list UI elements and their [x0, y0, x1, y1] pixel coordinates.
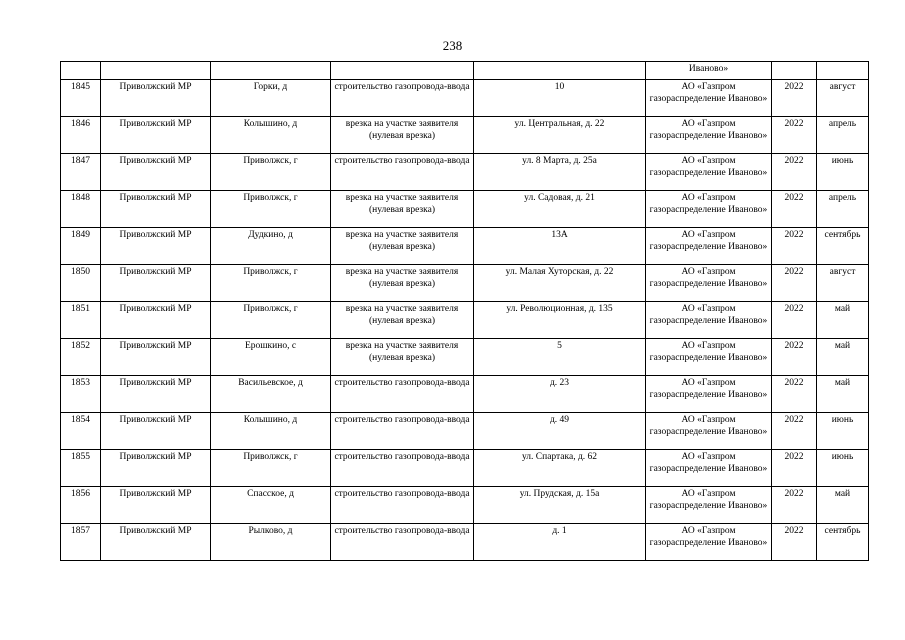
cell-num: 1845: [61, 80, 101, 117]
cell-locality: Приволжск, г: [211, 265, 331, 302]
cell-address: 5: [474, 339, 646, 376]
cell-locality: Приволжск, г: [211, 450, 331, 487]
cell-district: Приволжский МР: [101, 450, 211, 487]
table-row: [61, 339, 869, 376]
table-row: [61, 450, 869, 487]
cell-month: май: [817, 339, 869, 376]
table-row: [61, 154, 869, 191]
cell-month: июнь: [817, 413, 869, 450]
cell-year: 2022: [772, 487, 817, 524]
cell-work: строительство газопровода-ввода: [331, 154, 474, 191]
cell-address: ул. 8 Марта, д. 25а: [474, 154, 646, 191]
cell-district: Приволжский МР: [101, 228, 211, 265]
cell-work: врезка на участке заявителя (нулевая врезка): [331, 117, 474, 154]
cell-num: [61, 62, 101, 80]
cell-org: АО «Газпром газораспределение Иваново»: [646, 154, 772, 191]
cell-year: 2022: [772, 228, 817, 265]
cell-locality: Ерошкино, с: [211, 339, 331, 376]
cell-year: 2022: [772, 413, 817, 450]
cell-district: Приволжский МР: [101, 302, 211, 339]
cell-num: 1854: [61, 413, 101, 450]
cell-year: 2022: [772, 524, 817, 561]
table-row: [61, 191, 869, 228]
cell-work: строительство газопровода-ввода: [331, 450, 474, 487]
cell-org: АО «Газпром газораспределение Иваново»: [646, 80, 772, 117]
cell-work: строительство газопровода-ввода: [331, 80, 474, 117]
cell-org: АО «Газпром газораспределение Иваново»: [646, 413, 772, 450]
continuation-row: [61, 62, 869, 80]
cell-work: врезка на участке заявителя (нулевая врезка): [331, 191, 474, 228]
cell-district: Приволжский МР: [101, 339, 211, 376]
cell-work: строительство газопровода-ввода: [331, 487, 474, 524]
cell-year: 2022: [772, 191, 817, 228]
cell-work: строительство газопровода-ввода: [331, 524, 474, 561]
cell-work: врезка на участке заявителя (нулевая врезка): [331, 339, 474, 376]
cell-num: 1850: [61, 265, 101, 302]
cell-work: [331, 62, 474, 80]
cell-district: Приволжский МР: [101, 376, 211, 413]
cell-org: АО «Газпром газораспределение Иваново»: [646, 376, 772, 413]
cell-district: [101, 62, 211, 80]
cell-year: 2022: [772, 450, 817, 487]
cell-org: АО «Газпром газораспределение Иваново»: [646, 339, 772, 376]
cell-locality: Спасское, д: [211, 487, 331, 524]
cell-org: АО «Газпром газораспределение Иваново»: [646, 228, 772, 265]
cell-locality: Рылково, д: [211, 524, 331, 561]
cell-district: Приволжский МР: [101, 413, 211, 450]
cell-year: 2022: [772, 339, 817, 376]
cell-work: строительство газопровода-ввода: [331, 376, 474, 413]
cell-month: июнь: [817, 450, 869, 487]
cell-month: май: [817, 302, 869, 339]
page-number: 238: [442, 38, 463, 53]
cell-num: 1846: [61, 117, 101, 154]
cell-org: АО «Газпром газораспределение Иваново»: [646, 487, 772, 524]
cell-year: 2022: [772, 265, 817, 302]
cell-year: 2022: [772, 154, 817, 191]
cell-locality: Приволжск, г: [211, 154, 331, 191]
cell-num: 1847: [61, 154, 101, 191]
cell-num: 1855: [61, 450, 101, 487]
table-row: [61, 376, 869, 413]
cell-locality: Колышино, д: [211, 117, 331, 154]
cell-work: врезка на участке заявителя (нулевая врезка): [331, 228, 474, 265]
cell-address: ул. Революционная, д. 135: [474, 302, 646, 339]
cell-address: д. 23: [474, 376, 646, 413]
cell-work: врезка на участке заявителя (нулевая врезка): [331, 302, 474, 339]
cell-work: врезка на участке заявителя (нулевая врезка): [331, 265, 474, 302]
cell-year: [772, 62, 817, 80]
cell-year: 2022: [772, 117, 817, 154]
table-row: [61, 117, 869, 154]
cell-locality: Дудкино, д: [211, 228, 331, 265]
cell-num: 1857: [61, 524, 101, 561]
cell-org: АО «Газпром газораспределение Иваново»: [646, 265, 772, 302]
gas-works-table: [60, 61, 869, 561]
cell-org: АО «Газпром газораспределение Иваново»: [646, 302, 772, 339]
cell-num: 1856: [61, 487, 101, 524]
table-row: [61, 302, 869, 339]
cell-district: Приволжский МР: [101, 154, 211, 191]
cell-locality: Приволжск, г: [211, 191, 331, 228]
cell-district: Приволжский МР: [101, 265, 211, 302]
table-row: [61, 487, 869, 524]
cell-address: ул. Садовая, д. 21: [474, 191, 646, 228]
table-row: [61, 80, 869, 117]
table-row: [61, 524, 869, 561]
cell-num: 1852: [61, 339, 101, 376]
cell-address: ул. Спартака, д. 62: [474, 450, 646, 487]
cell-month: сентябрь: [817, 228, 869, 265]
cell-district: Приволжский МР: [101, 524, 211, 561]
cell-num: 1853: [61, 376, 101, 413]
table-row: [61, 265, 869, 302]
cell-address: [474, 62, 646, 80]
cell-month: май: [817, 487, 869, 524]
cell-district: Приволжский МР: [101, 117, 211, 154]
cell-year: 2022: [772, 376, 817, 413]
cell-locality: Приволжск, г: [211, 302, 331, 339]
cell-work: строительство газопровода-ввода: [331, 413, 474, 450]
cell-locality: Васильевское, д: [211, 376, 331, 413]
cell-month: сентябрь: [817, 524, 869, 561]
cell-month: [817, 62, 869, 80]
cell-locality: Горки, д: [211, 80, 331, 117]
cell-address: ул. Малая Хуторская, д. 22: [474, 265, 646, 302]
cell-year: 2022: [772, 302, 817, 339]
cell-org: АО «Газпром газораспределение Иваново»: [646, 524, 772, 561]
table-row: [61, 228, 869, 265]
cell-locality: [211, 62, 331, 80]
cell-address: д. 49: [474, 413, 646, 450]
cell-org: АО «Газпром газораспределение Иваново»: [646, 450, 772, 487]
table-body: [61, 62, 869, 561]
cell-num: 1848: [61, 191, 101, 228]
cell-district: Приволжский МР: [101, 191, 211, 228]
cell-district: Приволжский МР: [101, 80, 211, 117]
cell-address: ул. Центральная, д. 22: [474, 117, 646, 154]
cell-org: АО «Газпром газораспределение Иваново»: [646, 191, 772, 228]
cell-address: 13А: [474, 228, 646, 265]
cell-month: август: [817, 265, 869, 302]
cell-org: Иваново»: [646, 62, 772, 80]
cell-month: май: [817, 376, 869, 413]
cell-month: август: [817, 80, 869, 117]
cell-locality: Колышино, д: [211, 413, 331, 450]
cell-address: 10: [474, 80, 646, 117]
cell-month: апрель: [817, 117, 869, 154]
cell-address: д. 1: [474, 524, 646, 561]
cell-org: АО «Газпром газораспределение Иваново»: [646, 117, 772, 154]
cell-num: 1851: [61, 302, 101, 339]
cell-month: апрель: [817, 191, 869, 228]
cell-year: 2022: [772, 80, 817, 117]
cell-num: 1849: [61, 228, 101, 265]
cell-address: ул. Прудская, д. 15а: [474, 487, 646, 524]
cell-district: Приволжский МР: [101, 487, 211, 524]
cell-month: июнь: [817, 154, 869, 191]
table-row: [61, 413, 869, 450]
